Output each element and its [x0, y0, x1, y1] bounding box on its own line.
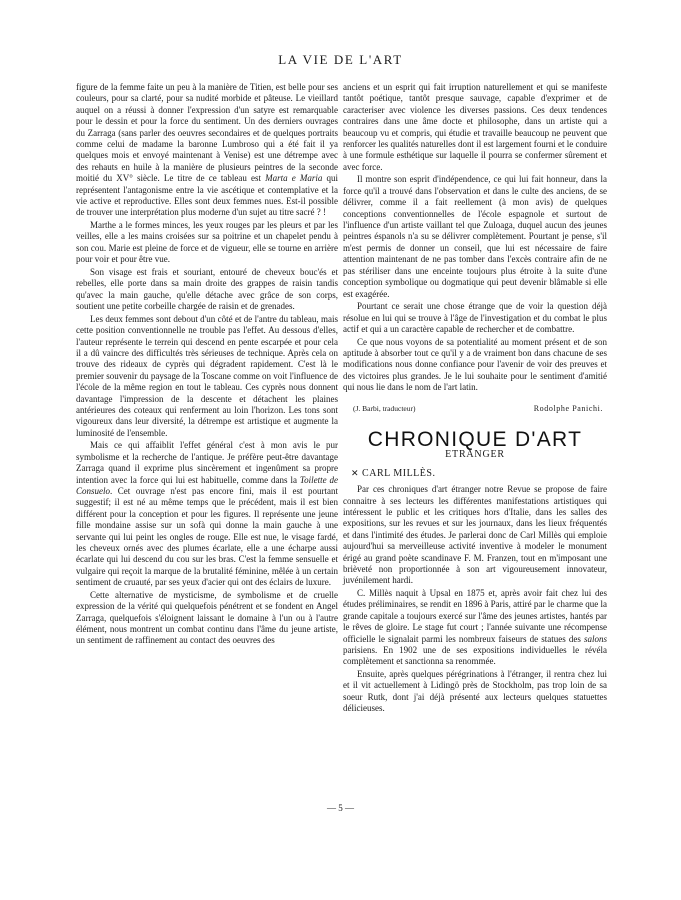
right-column: [343, 82, 607, 716]
paragraph-text: qui représentent l'antagonisme entre la vie ascétique et contemplative et la vie active et reproductive. Elles sont deux femmes nues. Est-il possible de trouver une interprétation plus moderne d'un sujet au titre sacré ? !: [76, 173, 338, 218]
paragraph: anciens et un esprit qui fait irruption naturellement et qui se manifeste tantôt poétique, tantôt presque sauvage, capable d'exprimer et de caracteriser avec violence les diverses passions. Ces deux tendences contraires dans une âme docte et philosophe, dans un artiste qui a beaucoup vu et compris, qui étudie et travaille beaucoup ne peuvent que renforcer les qualités naturelles dont il est largement fourni et le conduire à une formule esthétique sur laquelle il pourra se confermer sûrement et avec force.: [343, 82, 607, 172]
paragraph-text: . Cet ouvrage n'est pas encore fini, mais il est pourtant suggestif; il est né au même temps que le précédent, mais il est bien différent pour la conception et pour les figures. Il représente une jeune fille mondaine assise sur un sofà qui donne la main gauche à une servante qui lui peint les ongles de rouge. Elle est nue, le visage fardé, les cheveux ornés avec des plumes écarlate, elle a une écharpe aussi écarlate qui lui descend du cou sur les bras. C'est la femme sensuelle et vulgaire qui reçoit la marque de la brutalité féminine, mêlée à un certain sentiment de cruauté, par ses yeux d'acier qui ont des éclairs de luxure.: [76, 485, 338, 588]
paragraph: [76, 82, 338, 219]
paragraph: Par ces chroniques d'art étranger notre Revue se propose de faire connaitre à ses lecteurs les différentes manifestations artistiques qui intéressent le public et les critiques hors d'Italie, dans les salles des expositions, sur les revues et sur les journaux, dans les lieux fréquentés et dans l'intimité des études. Je parlerai donc de Carl Millès qui emploie aujourd'hui sa merveilleuse activité inventive à modeler le monument érigé au grand poète scandinave F. M. Franzen, tout en m'imposant une brièveté non proportionnée à son art vigoureusement innovateur, juvénilement hardi.: [343, 484, 607, 586]
entry-title: CARL MILLÈS.: [362, 467, 436, 479]
section-subtitle: ETRANGER: [445, 449, 505, 461]
artwork-title: Toilette de Consuelo: [76, 474, 338, 496]
italic-term: salons: [583, 633, 607, 644]
paragraph: Il montre son esprit d'indépendence, ce qui lui fait honneur, dans la force qu'il a trouvé dans l'observation et dans le culte des anciens, de se délivrer, comme il a fait reellement (à mon avis) de quelques conceptions conventionnelles de l'école espagnole et surtout de l'influence d'un artiste vaillant tel que Zuloaga, duquel aucun des jeunes peintres éspanols n'a su se délivrer complètement. Pourtant je pense, s'il m'est permis de donner un conseil, que lui est nécessaire de faire attention maintenant de ne pas tomber dans l'excès contraire afin de ne pas stériliser dans une enceinte toujours plus étroite à la suite d'une conception symbolique ou dogmatique qui peut devenir blâmable si elle est exagérée.: [343, 174, 607, 299]
paragraph: Cette alternative de mysticisme, de symbolisme et de cruelle expression de la vérité qui quelquefois pénétrent et se fondent en Angel Zarraga, quelquefois s'éloignent laissant le domaine à l'un ou à l'autre élément, nous montrent un combat continu dans l'âme du jeune artiste, un sentiment de raffinement au contact des oeuvres des: [76, 589, 338, 646]
entry-heading: [351, 468, 607, 479]
translator-credit: (J. Barbi, traducteur): [353, 403, 416, 413]
paragraph: Pourtant ce serait une chose étrange que de voir la question déjà résolue en lui qui se trouve à l'âge de l'investigation et du combat le plus actif et qui a un caractère capable de rechercher et de combattre.: [343, 301, 607, 334]
paragraph: Ensuite, après quelques pérégrinations à l'étranger, il rentra chez lui et il vit actuellement à Lidingö près de Stockholm, pas trop loin de sa soeur Rutk, dont j'ai déjà présenté aux lecteurs quelques statuettes délicieuses.: [343, 669, 607, 714]
running-title: LA VIE DE L'ART: [278, 52, 403, 67]
paragraph: [343, 588, 607, 668]
paragraph: [76, 440, 338, 588]
paragraph-text: C. Millès naquit à Upsal en 1875 et, après avoir fait chez lui des études préliminaires, se rendit en 1896 à Paris, attiré par le charme que la grande capitale a toujours exercé sur l'âme des jeunes artistes, hantés par le rêves de gloire. Le stage fut court ; l'année suivante une récompense officielle le signalait parmi les nombreux faiseurs de statues des: [343, 588, 607, 644]
page-number: — 5 —: [327, 803, 354, 813]
paragraph: Les deux femmes sont debout d'un côté et de l'antre du tableau, mais cette position conventionnelle ne trouble pas l'effet. Au dessous d'elles, l'auteur représente le terrein qui descend en pente escarpée et pour cela il a dû vaincre des difficultés très sérieuses de technique. Après cela on trouve des rideaux de cyprès qui dégradent rapidement. C'est là le premier souvenir du paysage de la Toscane comme on voit l'influence de l'école de la même region en tout le tableau. Ces cyprès nous donnent davantage l'impression de la descente et détachent les plaines antérieures des coteaux qui renferment au loin l'horizon. Les tons sont vigoureux dans leur diversité, la détrempe est artistique et augmente la luminosité de l'ensemble.: [76, 313, 338, 438]
left-column: [76, 82, 338, 648]
paragraph-text: parisiens. En 1902 une de ses expositions individuelles le révéla complètement et sanctionna sa renommée.: [343, 645, 607, 667]
paragraph: Marthe a le formes minces, les yeux rouges par les pleurs et par les veilles, elle a les mains croisées sur sa poitrine et un chapelet pendu à son cou. Marie est pleine de force et de vigueur, elle se tourne en arrière pour voir et pour être vue.: [76, 220, 338, 265]
paragraph: Ce que nous voyons de sa potentialité au moment présent et de son aptitude à absorber tout ce qu'il y a de vraiment bon dans chacune de ses modifications nous donne confiance pour l'avenir de voir des preuves et des victoires plus grandes. Je le lui souhaite pour le sentiment d'amitié qui nous lie dans le nom de l'art latin.: [343, 336, 607, 393]
author-name: Rodolphe Panichi.: [533, 403, 603, 413]
cross-ornament-icon: ✕: [351, 467, 360, 478]
section-title: CHRONIQUE D'ART: [367, 427, 583, 451]
paragraph: Son visage est frais et souriant, entouré de cheveux bouc'és et rebelles, elle porte dans sa main droite des grappes de raisin tandis qu'avec la main gauche, qu'elle détache avec grâce de son corps, soutient une petite corbeille chargée de raisin et de grenades.: [76, 266, 338, 312]
paragraph-text: figure de la femme faite un peu à la manière de Titien, est belle pour ses couleurs, pour sa clarté, pour sa nudité morbide et pâteuse. Le vieillard auquel on a réussi à donner l'expression d'un satyre est remarquable pour le dessin et pour la force du sentiment. Un des derniers ouvrages du Zarraga (sans parler des oeuvres secondaires et de quelques portraits comme celui de madame la baronne Lumbroso qui a été fait il ya quelques mois et envoyé maintenant à Venise) est une détrempe avec des rehauts en huile à la manière de plusieurs peintres de la seconde moitié du XV° siècle. Le titre de ce tableau est: [76, 82, 338, 184]
article-signature: [343, 403, 607, 414]
paragraph-text: Mais ce qui affaiblit l'effet général c'est à mon avis le pur symbolisme et la recherche de l'antique. Je préfère peut-être davantage Zarraga quand il exprime plus sincèrement et ingenûment sa propre intention avec la force qui lui est habituelle, comme dans la: [76, 440, 338, 485]
artwork-title: Marta e Maria: [265, 173, 323, 184]
